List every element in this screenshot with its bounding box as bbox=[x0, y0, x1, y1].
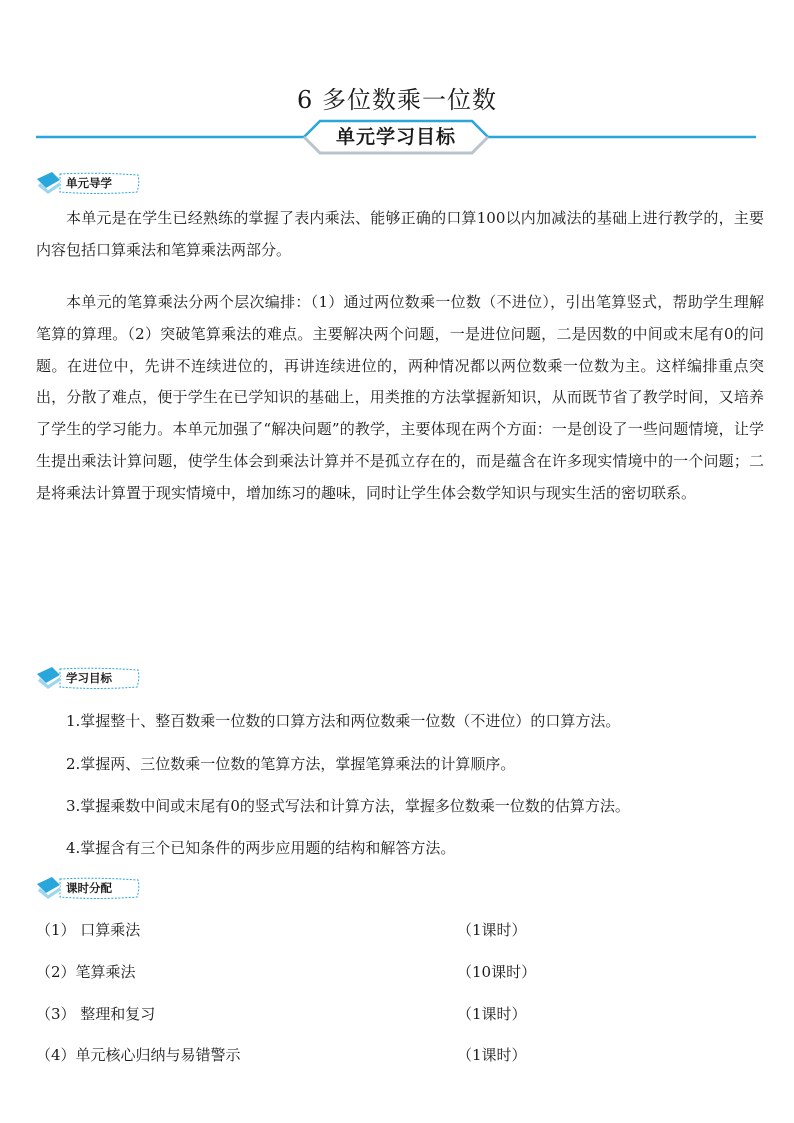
schedule-row bbox=[36, 919, 736, 943]
section-tag-goals bbox=[34, 665, 144, 691]
section-tag-guide bbox=[34, 170, 144, 196]
schedule-row bbox=[36, 1044, 736, 1068]
guide-paragraph-1: 本单元是在学生已经熟练的掌握了表内乘法、能够正确的口算100以内加减法的基础上进行教学的，主要内容包括口算乘法和笔算乘法两部分。 bbox=[36, 209, 764, 259]
schedule-lesson-hours: （1课时） bbox=[457, 921, 527, 939]
schedule-lesson-name: （1） 口算乘法 bbox=[36, 921, 141, 939]
goal-item-1: 1.掌握整十、整百数乘一位数的口算方法和两位数乘一位数（不进位）的口算方法。 bbox=[66, 712, 621, 730]
schedule-lesson-name: （3） 整理和复习 bbox=[36, 1005, 156, 1023]
section-tag-label: 学习目标 bbox=[66, 671, 112, 685]
goal-item-2: 2.掌握两、三位数乘一位数的笔算方法，掌握笔算乘法的计算顺序。 bbox=[66, 755, 516, 773]
section-tag-schedule bbox=[34, 875, 144, 901]
section-tag-label: 课时分配 bbox=[66, 881, 112, 895]
goal-item-3: 3.掌握乘数中间或末尾有0的竖式写法和计算方法，掌握多位数乘一位数的估算方法。 bbox=[66, 797, 630, 815]
schedule-lesson-hours: （1课时） bbox=[457, 1005, 527, 1023]
section-tag-label: 单元导学 bbox=[66, 176, 112, 190]
schedule-lesson-name: （4）单元核心归纳与易错警示 bbox=[36, 1046, 241, 1064]
schedule-row bbox=[36, 1003, 736, 1027]
goal-item-4: 4.掌握含有三个已知条件的两步应用题的结构和解答方法。 bbox=[66, 839, 456, 857]
schedule-lesson-hours: （1课时） bbox=[457, 1046, 527, 1064]
section-banner bbox=[36, 118, 756, 156]
guide-paragraph-2: 本单元的笔算乘法分两个层次编排：（1）通过两位数乘一位数（不进位），引出笔算竖式，帮助学生理解笔算的算理。（2）突破笔算乘法的难点。主要解决两个问题，一是进位问题，二是因数的中间或末尾有0的问题。在进位中，先讲不连续进位的，再讲连续进位的，两种情况都以两位数乘一位数为主。这样编排重点突出，分散了难点，便于学生在已学知识的基础上，用类推的方法掌握新知识，从而既节省了教学时间，又培养了学生的学习能力。本单元加强了“解决问题”的教学，主要体现在两个方面：一是创设了一些问题情境，让学生提出乘法计算问题，使学生体会到乘法计算并不是孤立存在的，而是蕴含在许多现实情境中的一个问题；二是将乘法计算置于现实情境中，增加练习的趣味，同时让学生体会数学知识与现实生活的密切联系。 bbox=[36, 293, 764, 502]
schedule-lesson-hours: （10课时） bbox=[457, 963, 537, 981]
banner-title: 单元学习目标 bbox=[335, 126, 456, 148]
chapter-title: 6 多位数乘一位数 bbox=[297, 86, 497, 114]
schedule-lesson-name: （2）笔算乘法 bbox=[36, 963, 136, 981]
schedule-row bbox=[36, 961, 736, 985]
